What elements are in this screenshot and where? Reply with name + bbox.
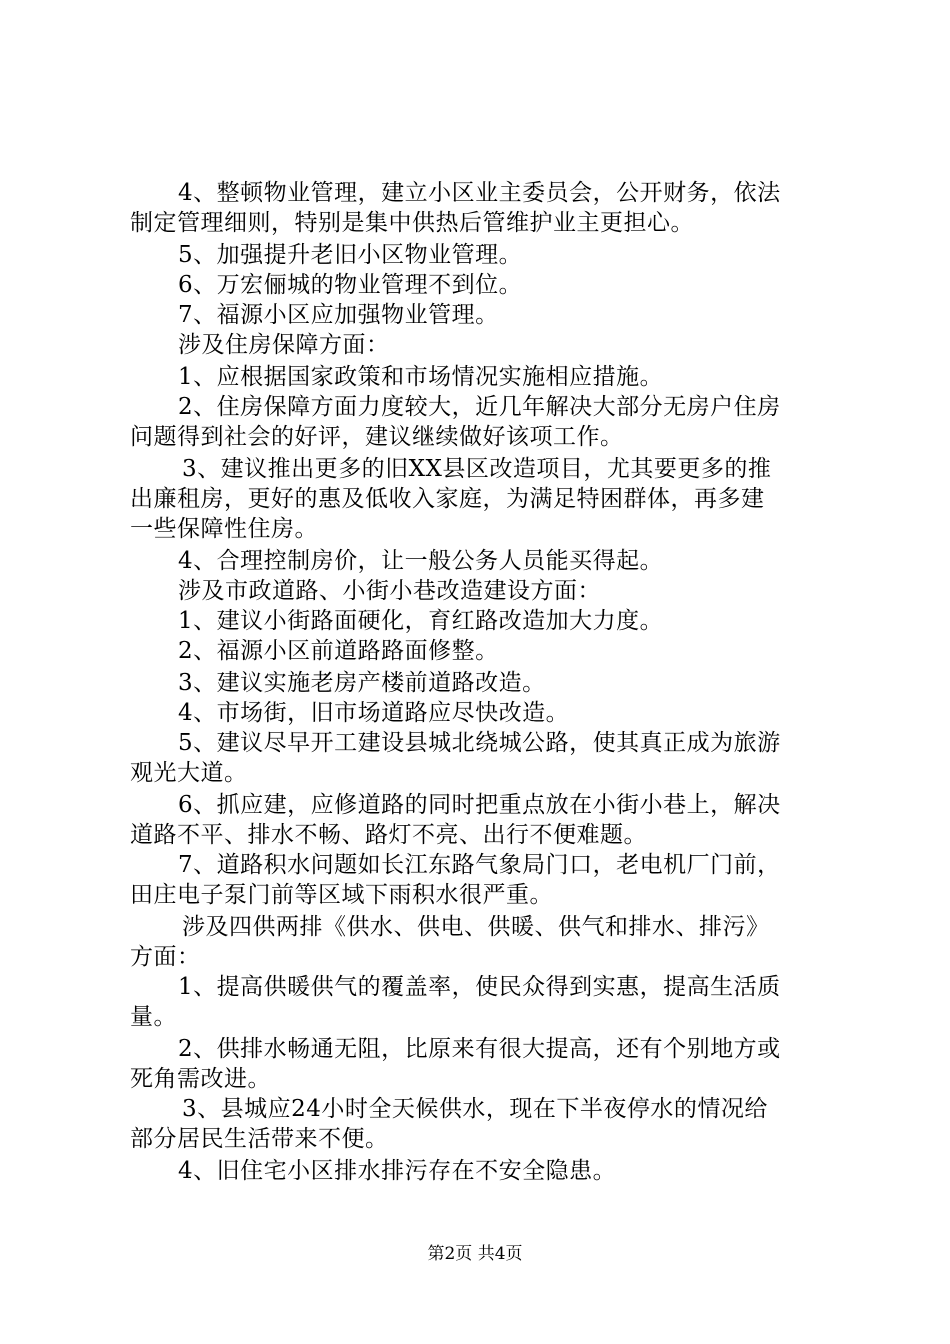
paragraph-line: 死角需改进。	[130, 1066, 271, 1092]
paragraph-line: 一些保障性住房。	[130, 516, 318, 542]
section-heading: 涉及住房保障方面：	[178, 332, 390, 358]
paragraph-line: 4、整顿物业管理，建立小区业主委员会，公开财务，依法	[178, 180, 781, 206]
page-number: 第2页 共4页	[427, 1244, 523, 1264]
paragraph-line: 观光大道。	[130, 760, 248, 786]
paragraph-line: 问题得到社会的好评，建议继续做好该项工作。	[130, 424, 624, 450]
paragraph-line: 2、福源小区前道路路面修整。	[178, 638, 499, 664]
paragraph-line: 6、抓应建，应修道路的同时把重点放在小街小巷上，解决	[178, 792, 781, 818]
paragraph-line: 5、加强提升老旧小区物业管理。	[178, 242, 523, 268]
paragraph-line: 3、建议推出更多的旧XX县区改造项目，尤其要更多的推	[182, 456, 772, 482]
paragraph-line: 量。	[130, 1004, 177, 1030]
paragraph-line: 1、应根据国家政策和市场情况实施相应措施。	[178, 364, 664, 390]
paragraph-line: 1、提高供暖供气的覆盖率，使民众得到实惠，提高生活质	[178, 974, 781, 1000]
paragraph-line: 部分居民生活带来不便。	[130, 1126, 389, 1152]
paragraph-line: 制定管理细则，特别是集中供热后管维护业主更担心。	[130, 210, 694, 236]
paragraph-line: 7、福源小区应加强物业管理。	[178, 302, 499, 328]
paragraph-line: 2、供排水畅通无阻，比原来有很大提高，还有个别地方或	[178, 1036, 781, 1062]
paragraph-line: 4、旧住宅小区排水排污存在不安全隐患。	[178, 1158, 617, 1184]
section-heading: 方面：	[130, 944, 201, 970]
paragraph-line: 4、市场街，旧市场道路应尽快改造。	[178, 700, 570, 726]
paragraph-line: 3、县城应24小时全天候供水，现在下半夜停水的情况给	[182, 1096, 768, 1122]
paragraph-line: 3、建议实施老房产楼前道路改造。	[178, 670, 546, 696]
paragraph-line: 1、建议小街路面硬化，育红路改造加大力度。	[178, 608, 664, 634]
paragraph-line: 田庄电子泵门前等区域下雨积水很严重。	[130, 882, 553, 908]
section-heading: 涉及四供两排《供水、供电、供暖、供气和排水、排污》	[182, 914, 770, 940]
paragraph-line: 6、万宏俪城的物业管理不到位。	[178, 272, 523, 298]
paragraph-line: 7、道路积水问题如长江东路气象局门口，老电机厂门前，	[178, 852, 781, 878]
paragraph-line: 道路不平、排水不畅、路灯不亮、出行不便难题。	[130, 822, 647, 848]
paragraph-line: 2、住房保障方面力度较大，近几年解决大部分无房户住房	[178, 394, 781, 420]
paragraph-line: 5、建议尽早开工建设县城北绕城公路，使其真正成为旅游	[178, 730, 781, 756]
paragraph-line: 4、合理控制房价，让一般公务人员能买得起。	[178, 548, 664, 574]
paragraph-line: 出廉租房，更好的惠及低收入家庭，为满足特困群体，再多建	[130, 486, 765, 512]
section-heading: 涉及市政道路、小街小巷改造建设方面：	[178, 578, 601, 604]
